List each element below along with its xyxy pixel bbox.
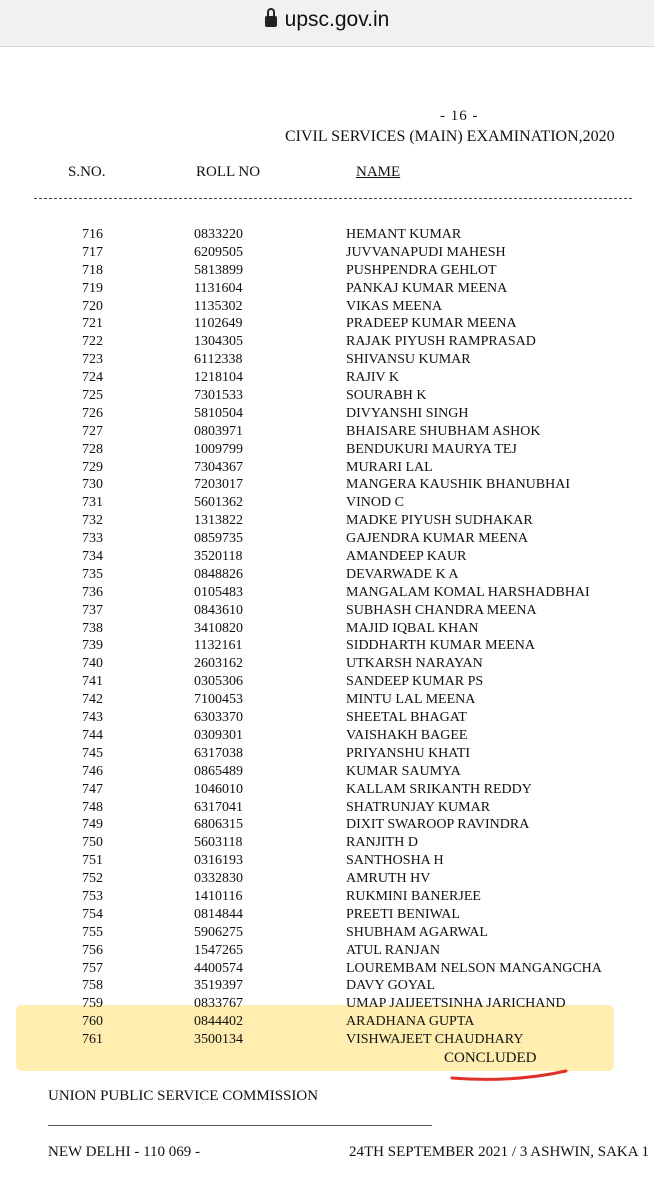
- row-name: BHAISARE SHUBHAM ASHOK: [346, 423, 541, 439]
- row-roll-no: 0309301: [194, 727, 243, 743]
- row-roll-no: 1132161: [194, 638, 243, 654]
- row-sno: 729: [82, 459, 103, 475]
- row-sno: 719: [82, 280, 103, 296]
- row-name: SUBHASH CHANDRA MEENA: [346, 602, 537, 618]
- row-name: SHIVANSU KUMAR: [346, 352, 471, 368]
- row-name: JUVVANAPUDI MAHESH: [346, 244, 506, 260]
- row-name: VAISHAKH BAGEE: [346, 727, 468, 743]
- row-sno: 725: [82, 388, 103, 404]
- row-sno: 738: [82, 620, 103, 636]
- row-name: SANTHOSHA H: [346, 853, 444, 869]
- row-roll-no: 7304367: [194, 459, 243, 475]
- url-text: upsc.gov.in: [284, 8, 390, 31]
- row-roll-no: 1009799: [194, 441, 243, 457]
- row-roll-no: 6317041: [194, 799, 243, 815]
- row-name: RAJIV K: [346, 370, 400, 386]
- row-sno: 733: [82, 531, 103, 547]
- row-sno: 740: [82, 656, 103, 672]
- row-sno: 751: [82, 853, 103, 869]
- row-name: MANGERA KAUSHIK BHANUBHAI: [346, 477, 571, 493]
- row-roll-no: 3410820: [194, 620, 243, 636]
- row-sno: 744: [82, 727, 103, 743]
- row-roll-no: 0814844: [194, 906, 243, 922]
- row-name: KUMAR SAUMYA: [346, 763, 461, 779]
- row-roll-no: 6806315: [194, 817, 243, 833]
- row-sno: 754: [82, 906, 103, 922]
- row-roll-no: 7100453: [194, 692, 243, 708]
- row-sno: 726: [82, 405, 103, 421]
- row-sno: 728: [82, 441, 103, 457]
- row-roll-no: 1131604: [194, 280, 243, 296]
- row-name: RANJITH D: [346, 835, 418, 851]
- column-header-name: NAME: [356, 164, 401, 180]
- row-sno: 717: [82, 244, 103, 260]
- row-name: PUSHPENDRA GEHLOT: [346, 262, 497, 278]
- row-sno: 734: [82, 549, 103, 565]
- row-sno: 723: [82, 352, 103, 368]
- row-roll-no: 7203017: [194, 477, 243, 493]
- row-roll-no: 5603118: [194, 835, 243, 851]
- row-sno: 731: [82, 495, 103, 511]
- footer-organization: UNION PUBLIC SERVICE COMMISSION: [48, 1088, 319, 1104]
- row-name: UTKARSH NARAYAN: [346, 656, 483, 672]
- row-name: PREETI BENIWAL: [346, 906, 460, 922]
- row-roll-no: 0833767: [194, 996, 243, 1012]
- concluded-label: CONCLUDED: [444, 1050, 537, 1066]
- row-name: PRIYANSHU KHATI: [346, 745, 471, 761]
- row-sno: 752: [82, 871, 103, 887]
- row-name: SOURABH K: [346, 388, 427, 404]
- row-name: BENDUKURI MAURYA TEJ: [346, 441, 517, 457]
- row-roll-no: 0848826: [194, 566, 243, 582]
- row-sno: 749: [82, 817, 103, 833]
- row-sno: 742: [82, 692, 103, 708]
- row-roll-no: 1102649: [194, 316, 243, 332]
- row-roll-no: 1046010: [194, 781, 243, 797]
- row-sno: 727: [82, 423, 103, 439]
- row-name: SIDDHARTH KUMAR MEENA: [346, 638, 535, 654]
- row-roll-no: 0843610: [194, 602, 243, 618]
- row-name: VINOD C: [346, 495, 404, 511]
- row-sno: 722: [82, 334, 103, 350]
- row-roll-no: 1547265: [194, 942, 243, 958]
- row-name: MANGALAM KOMAL HARSHADBHAI: [346, 584, 590, 600]
- row-sno: 761: [82, 1032, 103, 1048]
- footer-date: 24TH SEPTEMBER 2021 / 3 ASHWIN, SAKA 1: [349, 1144, 650, 1160]
- row-name: MAJID IQBAL KHAN: [346, 620, 479, 636]
- row-roll-no: 3519397: [194, 978, 243, 994]
- row-name: VISHWAJEET CHAUDHARY: [346, 1032, 524, 1048]
- row-sno: 721: [82, 316, 103, 332]
- row-sno: 757: [82, 960, 103, 976]
- row-roll-no: 4400574: [194, 960, 243, 976]
- row-name: DIVYANSHI SINGH: [346, 405, 469, 421]
- row-name: ARADHANA GUPTA: [346, 1014, 475, 1030]
- row-name: KALLAM SRIKANTH REDDY: [346, 781, 532, 797]
- row-name: UMAP JAIJEETSINHA JARICHAND: [346, 996, 566, 1012]
- row-sno: 743: [82, 710, 103, 726]
- row-roll-no: 0105483: [194, 584, 243, 600]
- row-roll-no: 0833220: [194, 227, 243, 242]
- row-name: MINTU LAL MEENA: [346, 692, 476, 708]
- column-header-sno: S.NO.: [68, 164, 106, 180]
- column-header-roll: ROLL NO: [196, 164, 261, 180]
- row-name: ATUL RANJAN: [346, 942, 440, 958]
- row-name: PRADEEP KUMAR MEENA: [346, 316, 517, 332]
- row-name: PANKAJ KUMAR MEENA: [346, 280, 508, 296]
- row-roll-no: 1410116: [194, 888, 243, 904]
- row-sno: 732: [82, 513, 103, 529]
- row-roll-no: 5813899: [194, 262, 243, 278]
- row-roll-no: 2603162: [194, 656, 243, 672]
- row-roll-no: 0844402: [194, 1014, 243, 1030]
- page-number: - 16 -: [440, 108, 479, 124]
- row-roll-no: 6112338: [194, 352, 243, 368]
- row-sno: 748: [82, 799, 103, 815]
- row-roll-no: 3500134: [194, 1032, 243, 1048]
- row-roll-no: 6303370: [194, 710, 243, 726]
- row-name: HEMANT KUMAR: [346, 227, 462, 242]
- row-roll-no: 6209505: [194, 244, 243, 260]
- row-roll-no: 0305306: [194, 674, 243, 690]
- row-sno: 735: [82, 566, 103, 582]
- row-name: SANDEEP KUMAR PS: [346, 674, 484, 690]
- row-sno: 716: [82, 227, 103, 242]
- row-roll-no: 5810504: [194, 405, 243, 421]
- row-name: MADKE PIYUSH SUDHAKAR: [346, 513, 533, 529]
- row-roll-no: 3520118: [194, 549, 243, 565]
- row-sno: 745: [82, 745, 103, 761]
- row-name: MURARI LAL: [346, 459, 433, 475]
- row-sno: 730: [82, 477, 103, 493]
- row-roll-no: 0332830: [194, 871, 243, 887]
- row-name: AMANDEEP KAUR: [346, 549, 467, 565]
- row-roll-no: 1304305: [194, 334, 243, 350]
- row-roll-no: 6317038: [194, 745, 243, 761]
- row-name: RAJAK PIYUSH RAMPRASAD: [346, 334, 536, 350]
- row-sno: 720: [82, 298, 103, 314]
- footer-place: NEW DELHI - 110 069 -: [48, 1144, 201, 1160]
- row-roll-no: 0316193: [194, 853, 243, 869]
- row-roll-no: 7301533: [194, 388, 243, 404]
- row-roll-no: 1313822: [194, 513, 243, 529]
- signature-line: [48, 1125, 432, 1126]
- row-sno: 736: [82, 584, 103, 600]
- row-roll-no: 5601362: [194, 495, 243, 511]
- row-name: DEVARWADE K A: [346, 566, 459, 582]
- row-sno: 718: [82, 262, 103, 278]
- row-sno: 724: [82, 370, 103, 386]
- row-sno: 739: [82, 638, 103, 654]
- row-sno: 746: [82, 763, 103, 779]
- row-name: RUKMINI BANERJEE: [346, 888, 481, 904]
- row-roll-no: 0803971: [194, 423, 243, 439]
- row-name: SHEETAL BHAGAT: [346, 710, 467, 726]
- row-name: DIXIT SWAROOP RAVINDRA: [346, 817, 530, 833]
- row-name: SHATRUNJAY KUMAR: [346, 799, 491, 815]
- row-name: LOUREMBAM NELSON MANGANGCHA: [346, 960, 602, 976]
- row-sno: 760: [82, 1014, 103, 1030]
- row-name: DAVY GOYAL: [346, 978, 436, 994]
- row-roll-no: 1135302: [194, 298, 243, 314]
- row-roll-no: 1218104: [194, 370, 243, 386]
- row-sno: 741: [82, 674, 103, 690]
- row-sno: 753: [82, 888, 103, 904]
- row-name: AMRUTH HV: [346, 871, 431, 887]
- row-roll-no: 0859735: [194, 531, 243, 547]
- row-sno: 750: [82, 835, 103, 851]
- row-sno: 758: [82, 978, 103, 994]
- row-sno: 759: [82, 996, 103, 1012]
- row-roll-no: 0865489: [194, 763, 243, 779]
- document-title: CIVIL SERVICES (MAIN) EXAMINATION,2020: [285, 128, 615, 145]
- row-name: GAJENDRA KUMAR MEENA: [346, 531, 529, 547]
- row-name: SHUBHAM AGARWAL: [346, 924, 488, 940]
- row-roll-no: 5906275: [194, 924, 243, 940]
- row-sno: 755: [82, 924, 103, 940]
- row-name: VIKAS MEENA: [346, 298, 443, 314]
- row-sno: 756: [82, 942, 103, 958]
- row-sno: 747: [82, 781, 103, 797]
- row-sno: 737: [82, 602, 103, 618]
